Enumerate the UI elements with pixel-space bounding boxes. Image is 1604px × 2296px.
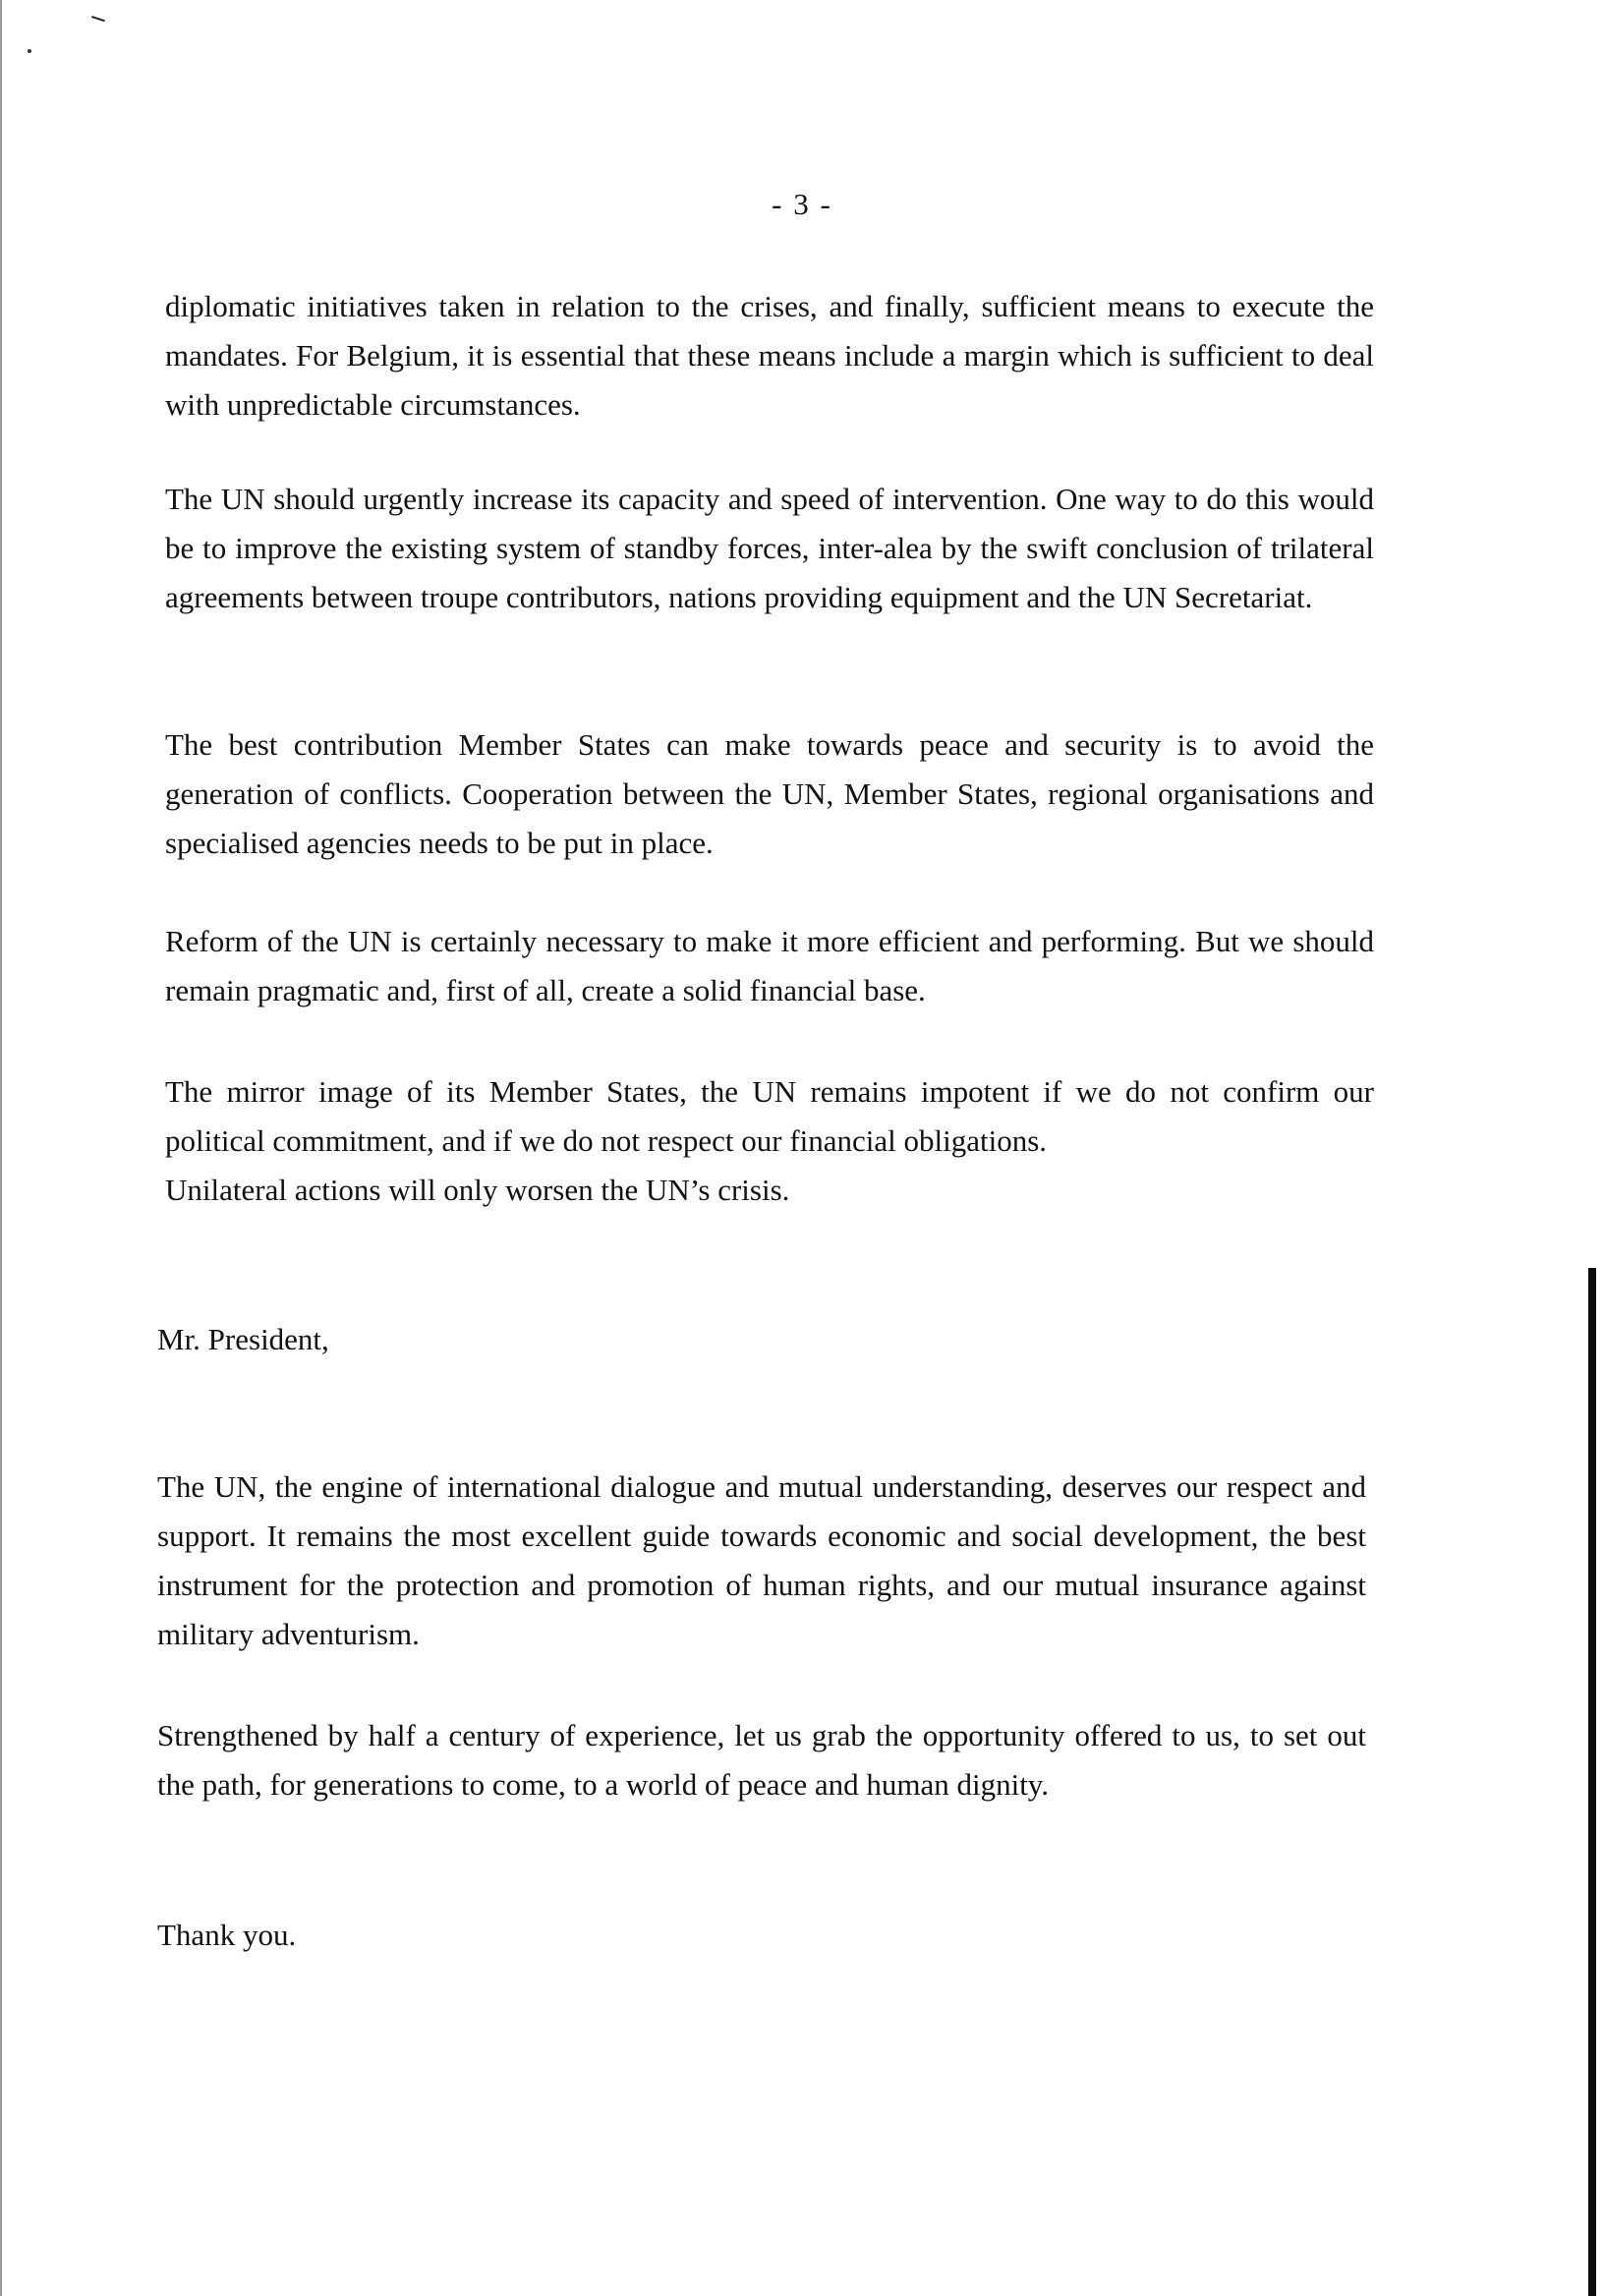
scan-artifact-dot <box>28 49 31 53</box>
scan-edge-shadow <box>0 0 2 2296</box>
paragraph-reform-of-un: Reform of the UN is certainly necessary to make it more efficient and performing. But we should remain pragmatic and, first of all, create a solid financial base. <box>165 924 1374 1007</box>
salutation: Mr. President, <box>157 1322 329 1356</box>
paragraph-mirror-image-text: The mirror image of its Member States, the UN remains impotent if we do not confirm our political commitment, and if we do not respect our financial obligations. <box>165 1074 1374 1158</box>
paragraph-half-century: Strengthened by half a century of experience, let us grab the opportunity offered to us, to set out the path, for generations to come, to a world of peace and human dignity. <box>157 1718 1366 1802</box>
paragraph-avoid-conflicts: The best contribution Member States can make towards peace and security is to avoid the generation of conflicts. Cooperation between the UN, Member States, regional organisations and specialised agencies needs to be put in place. <box>165 727 1374 860</box>
page-number: - 3 - <box>772 187 832 221</box>
scan-artifact-mark <box>89 16 105 28</box>
paragraph-means-to-execute-mandates: diplomatic initiatives taken in relation to the crises, and finally, sufficient means to execute the mandates. For Belgium, it is essential that these means include a margin which is sufficient to deal with unpredictable circumstances. <box>165 289 1374 422</box>
paragraph-unilateral-actions: Unilateral actions will only worsen the UN’s crisis. <box>165 1173 790 1207</box>
paragraph-capacity-of-intervention: The UN should urgently increase its capacity and speed of intervention. One way to do this would be to improve the existing system of standby forces, inter-alea by the swift conclusion of trilateral agreements between troupe contributors, nations providing equipment and the UN Secretariat. <box>165 482 1374 614</box>
scan-edge-bar <box>1588 1268 1596 2296</box>
paragraph-mirror-image <box>165 1067 1374 1215</box>
paragraph-engine-of-dialogue: The UN, the engine of international dialogue and mutual understanding, deserves our respect and support. It remains the most excellent guide towards economic and social development, the best instrument for the protection and promotion of human rights, and our mutual insurance against military adventurism. <box>157 1469 1366 1651</box>
closing-thanks: Thank you. <box>157 1918 297 1952</box>
